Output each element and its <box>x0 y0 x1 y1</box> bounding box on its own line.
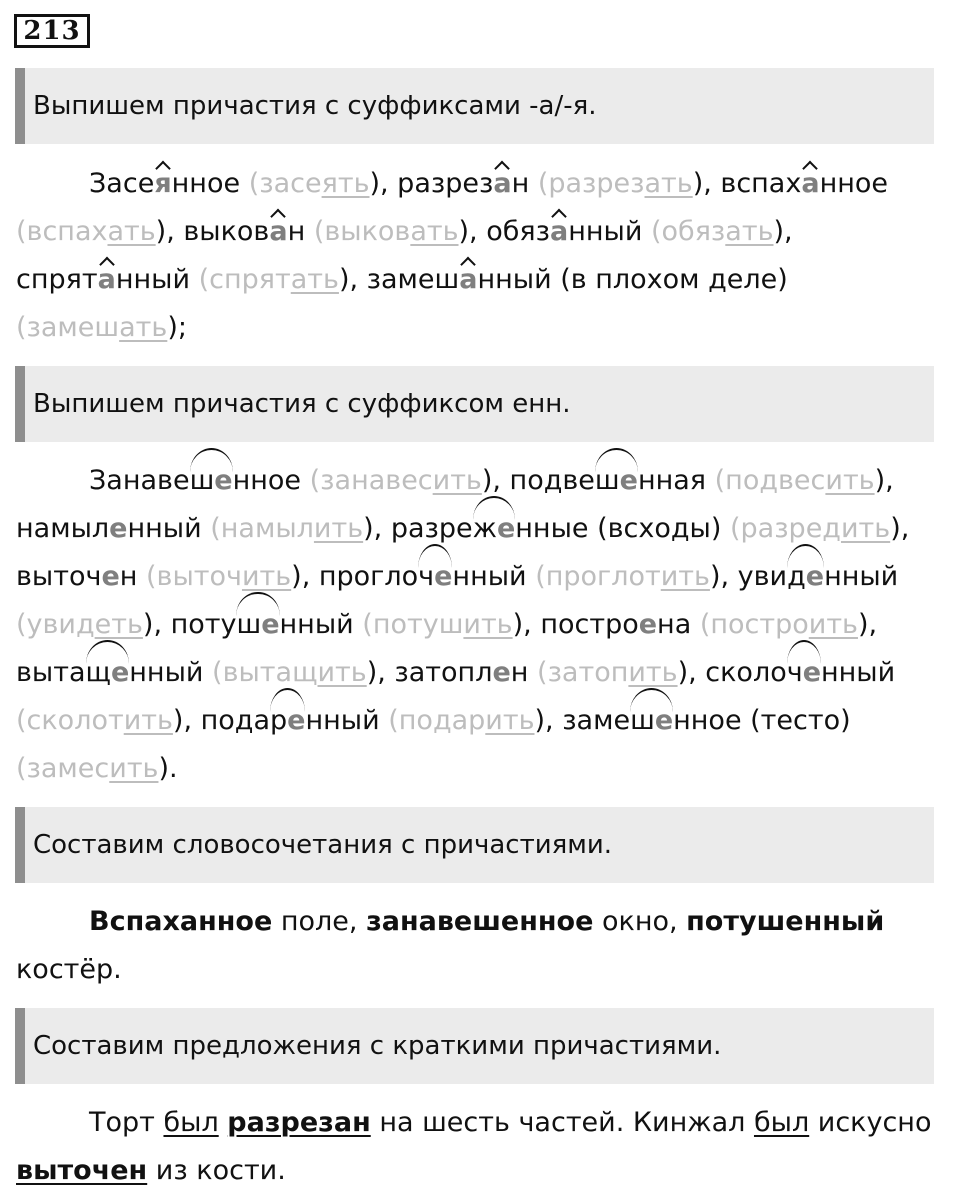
section-header-1: Выпишем причастия с суффиксами -а/-я. <box>15 68 934 144</box>
text: ), пода <box>172 705 271 736</box>
text: поле, <box>272 906 367 937</box>
infinitive: (выков <box>313 216 411 247</box>
vowel: е <box>434 561 453 592</box>
root-part: ч <box>786 657 803 688</box>
vowel: е <box>654 705 674 736</box>
text <box>219 1107 228 1138</box>
text: ), заме <box>534 705 631 736</box>
participle: потушенный <box>686 906 885 937</box>
suffix: ать <box>725 216 774 247</box>
text: ), поту <box>142 609 237 640</box>
vowel: а <box>549 216 569 247</box>
suffix: ать <box>107 216 156 247</box>
text: нный <box>279 609 363 640</box>
vowel: е <box>619 465 638 496</box>
infinitive: (засе <box>248 168 322 199</box>
vowel: е <box>802 657 821 688</box>
suffix: ать <box>119 312 168 343</box>
text: ), выков <box>155 216 270 247</box>
text: нный (в плохом деле) <box>477 264 788 295</box>
text: ), подве <box>481 465 595 496</box>
root-part: ш <box>189 465 215 496</box>
infinitive: (вспах <box>16 216 108 247</box>
infinitive: (подвес <box>714 465 826 496</box>
text: нный <box>824 561 899 592</box>
infinitive: (разред <box>729 513 841 544</box>
infinitive: (подар <box>388 705 486 736</box>
text: нный <box>305 705 389 736</box>
text: ), <box>512 609 532 640</box>
suffix: ить <box>432 465 482 496</box>
paragraph-sentences <box>16 1099 934 1195</box>
short-participle: разрезан <box>227 1107 371 1138</box>
text: ), обяз <box>458 216 550 247</box>
section-header-3: Составим словосочетания с причастиями. <box>15 807 934 883</box>
text: ), уви <box>709 561 788 592</box>
vowel: а <box>459 264 478 295</box>
infinitive: (потуш <box>362 609 464 640</box>
suffix: ить <box>241 561 292 592</box>
text: нный <box>115 264 199 295</box>
text: н <box>119 561 146 592</box>
root-part: д <box>787 561 806 592</box>
suffix: ать <box>290 264 339 295</box>
text: н <box>511 168 538 199</box>
predicate-aux: был <box>163 1107 219 1138</box>
infinitive: (обяз <box>650 216 726 247</box>
infinitive: (постро <box>699 609 809 640</box>
vowel: а <box>269 216 288 247</box>
vowel: е <box>638 609 658 640</box>
vowel: я <box>154 168 172 199</box>
infinitive: (замес <box>16 753 110 784</box>
text: нное (тесто) <box>673 705 851 736</box>
text: Занаве <box>89 465 190 496</box>
text: Торт <box>89 1107 164 1138</box>
predicate-aux: был <box>753 1107 810 1138</box>
suffix: ать <box>644 168 693 199</box>
text: постро <box>540 609 639 640</box>
text: ), затопл <box>366 657 493 688</box>
text: нный <box>452 561 536 592</box>
text: ), <box>874 465 894 496</box>
short-participle: выточен <box>16 1155 148 1186</box>
participle: Вспаханное <box>89 906 273 937</box>
text: нное <box>819 168 889 199</box>
vowel: е <box>110 657 130 688</box>
vowel: е <box>805 561 825 592</box>
root-part: ш <box>594 465 620 496</box>
text: ), замеш <box>338 264 460 295</box>
root-part: ч <box>418 561 435 592</box>
suffix: еть <box>94 609 143 640</box>
text: ), вспах <box>692 168 802 199</box>
root-part: щ <box>85 657 111 688</box>
infinitive: (замеш <box>16 312 120 343</box>
vowel: а <box>801 168 820 199</box>
suffix: ить <box>317 657 367 688</box>
text: нный <box>127 513 211 544</box>
text: нные (всходы) <box>515 513 730 544</box>
text: ). <box>158 753 178 784</box>
root-part: ш <box>630 705 655 736</box>
paragraph-suffix-a-ya <box>16 160 934 352</box>
text: нный <box>129 657 213 688</box>
suffix: ить <box>628 657 678 688</box>
text: ), выта <box>16 609 878 688</box>
infinitive: (вытащ <box>212 657 318 688</box>
infinitive: (увид <box>16 609 95 640</box>
suffix: ать <box>410 216 459 247</box>
vowel: а <box>97 264 116 295</box>
vowel: е <box>101 561 120 592</box>
text: искусно <box>809 1107 932 1138</box>
text: намыл <box>16 513 110 544</box>
text: на шесть частей. Кинжал <box>370 1107 754 1138</box>
suffix: ить <box>485 705 535 736</box>
text: нное <box>171 168 249 199</box>
text: ), сколо <box>677 657 787 688</box>
suffix: ить <box>808 609 858 640</box>
infinitive: (разрез <box>537 168 645 199</box>
infinitive: (выточ <box>146 561 242 592</box>
text: нная <box>637 465 715 496</box>
vowel: а <box>493 168 512 199</box>
text: окно, <box>593 906 687 937</box>
root-part: ж <box>472 513 497 544</box>
infinitive: (занавес <box>309 465 433 496</box>
text: н <box>510 657 538 688</box>
suffix: ить <box>660 561 710 592</box>
suffix: ить <box>109 753 159 784</box>
text: Засе <box>89 168 155 199</box>
text: ), <box>773 216 793 247</box>
section-header-4: Составим предложения с краткими причастиями. <box>15 1008 934 1084</box>
vowel: е <box>496 513 516 544</box>
text: нный <box>568 216 651 247</box>
text: ), разре <box>363 513 473 544</box>
suffix: ить <box>123 705 173 736</box>
text: костёр. <box>16 954 122 985</box>
suffix: ить <box>825 465 875 496</box>
text: ), выточ <box>16 513 910 592</box>
text: ); <box>167 312 187 343</box>
infinitive: (сколот <box>16 705 124 736</box>
vowel: е <box>109 513 128 544</box>
vowel: е <box>287 705 306 736</box>
suffix: ить <box>840 513 891 544</box>
infinitive: (спрят <box>198 264 291 295</box>
text: нное <box>232 465 310 496</box>
text: из кости. <box>147 1155 286 1186</box>
task-number: 213 <box>14 14 90 48</box>
infinitive: (затоп <box>537 657 629 688</box>
paragraph-suffix-enn <box>16 457 934 793</box>
infinitive: (намыл <box>210 513 314 544</box>
paragraph-phrases <box>16 898 934 994</box>
suffix: ить <box>313 513 364 544</box>
infinitive: (проглот <box>535 561 661 592</box>
text: н <box>287 216 314 247</box>
text: ), прогло <box>291 561 419 592</box>
text: на <box>657 609 700 640</box>
suffix: ять <box>321 168 370 199</box>
vowel: е <box>261 609 280 640</box>
text: нный <box>821 657 896 688</box>
root-part: ш <box>236 609 262 640</box>
vowel: е <box>492 657 511 688</box>
text: ), разрез <box>369 168 494 199</box>
section-header-2: Выпишем причастия с суффиксом енн. <box>15 366 934 442</box>
root-part: р <box>270 705 288 736</box>
participle: занавешенное <box>366 906 594 937</box>
text: спрят <box>16 264 98 295</box>
suffix: ить <box>463 609 513 640</box>
vowel: е <box>214 465 233 496</box>
